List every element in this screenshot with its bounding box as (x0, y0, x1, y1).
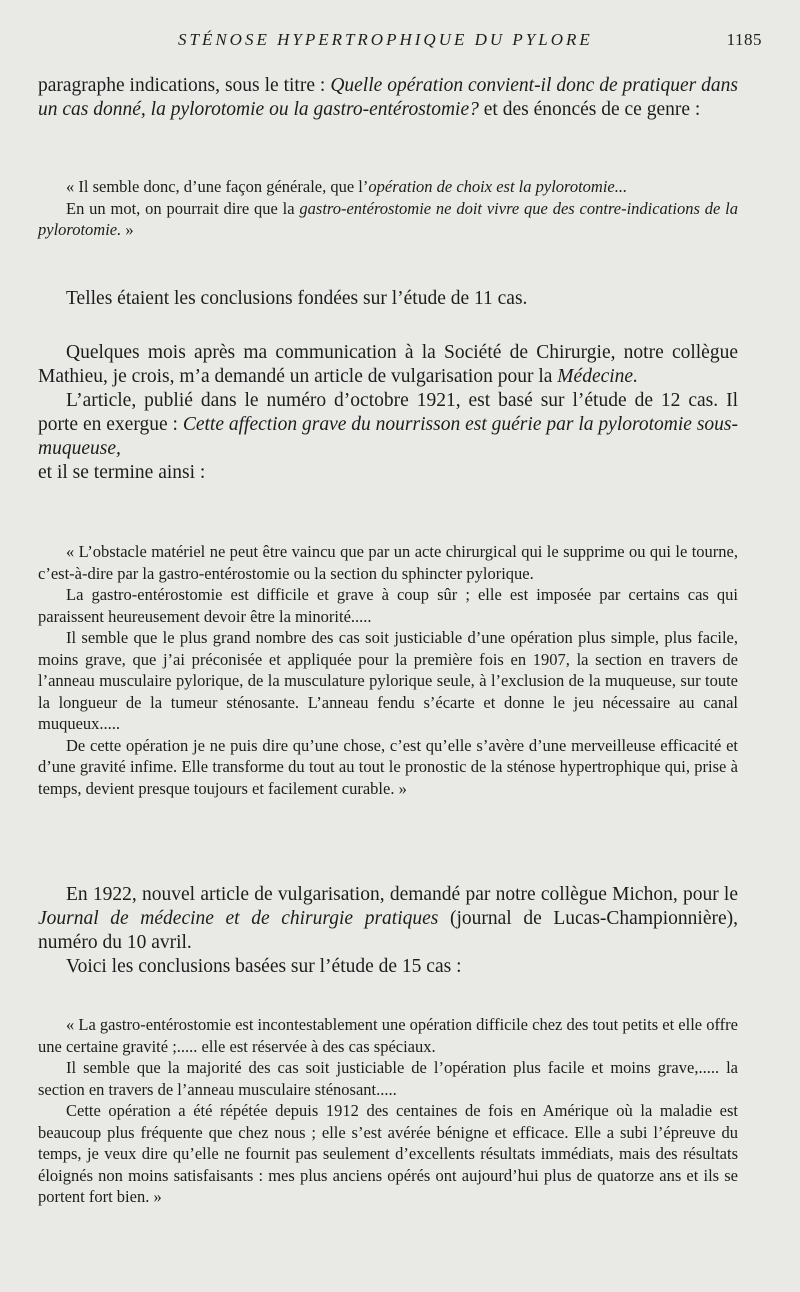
termine-ainsi: et il se termine ainsi : (38, 462, 206, 483)
quote-1-close: » (121, 220, 134, 239)
quote-2-para-3: Il semble que le plus grand nombre des cas soit justiciable d’une opération plus simple, plus facile, moins grave, que j’ai préconisée et appliquée pour la première fois en 1907, la section en travers de l’anneau musculaire pylorique, de la musculature pylorique seule, à l’exclusion de la muqueuse, sur toute la longueur de la tumeur sténosante. L’anneau fendu s’écarte et donne le jeu nécessaire au canal muqueux..... (38, 628, 738, 733)
michon-text: En 1922, nouvel article de vulgarisation, demandé par notre collègue Michon, pour le (66, 884, 738, 905)
mathieu-paragraph (38, 341, 738, 485)
mathieu-text: Quelques mois après ma communication à la Société de Chirurgie, notre collègue Mathieu, je crois, m’a demandé un article de vulgarisation pour la (38, 342, 738, 387)
article-1921-text: L’article, publié dans le numéro d’octobre 1921, est basé sur l’étude de 12 cas. Il porte en exergue : (38, 390, 738, 435)
quote-1 (38, 176, 738, 241)
quote-1-emphasis-2: gastro-entérostomie ne doit vivre que des contre-indications de la pylorotomie. (38, 198, 738, 239)
quote-3 (38, 1014, 738, 1208)
page-header (38, 30, 762, 52)
conclusion-paragraph (38, 287, 738, 311)
quote-2-para-4: De cette opération je ne puis dire qu’une chose, c’est qu’elle s’avère d’une merveilleuse efficacité et d’une gravité infime. Elle transforme du tout au tout le pronostic de la sténose hypertrophique qui, prise à temps, devient presque toujours et facilement curable. » (38, 735, 738, 798)
exergue-text: Cette affection grave du nourrisson est guérie par la pylorotomie sous-muqueuse, (38, 414, 738, 459)
quote-2-para-1: « L’obstacle matériel ne peut être vaincu que par un acte chirurgical qui le supprime ou qui le tourne, c’est-à-dire par la gastro-entérostomie ou la section du sphincter pylorique. (38, 542, 738, 583)
quote-1-emphasis-1: opération de choix est la pylorotomie... (368, 177, 628, 196)
quote-1-line-2: En un mot, on pourrait dire que la (66, 198, 300, 218)
quote-3-para-2: Il semble que la majorité des cas soit justiciable de l’opération plus facile et moins grave,..... la section en travers de l’anneau musculaire sténosant..... (38, 1058, 738, 1099)
conclusion-text: Telles étaient les conclusions fondées sur l’étude de 11 cas. (66, 288, 528, 309)
michon-paragraph (38, 883, 738, 979)
journal-title: Journal de médecine et de chirurgie pratiques (38, 908, 439, 929)
quote-2-para-2: La gastro-entérostomie est difficile et grave à coup sûr ; elle est imposée par certains cas qui paraissent heureusement devoir être la minorité..... (38, 585, 738, 626)
quote-3-para-1: « La gastro-entérostomie est incontestablement une opération difficile chez des tout petits et elle offre une certaine gravité ;..... elle est réservée à des cas spéciaux. (38, 1015, 738, 1056)
quote-1-line-1: « Il semble donc, d’une façon générale, que l’ (66, 177, 369, 196)
page-number: 1185 (726, 30, 762, 49)
quote-2 (38, 541, 738, 799)
conclusions-1922: Voici les conclusions basées sur l’étude de 15 cas : (66, 956, 462, 977)
intro-text: paragraphe indications, sous le titre : (38, 75, 331, 96)
intro-end: et des énoncés de ce genre : (478, 99, 701, 120)
running-title: STÉNOSE HYPERTROPHIQUE DU PYLORE (178, 30, 593, 49)
michon-end: (journal de Lucas-Championnière), numéro du 10 avril. (38, 908, 738, 953)
intro-question: Quelle opération convient-il donc de pratiquer dans un cas donné, la pylorotomie ou la gastro-entérostomie? (38, 75, 738, 120)
intro-paragraph (38, 74, 738, 122)
quote-3-para-3: Cette opération a été répétée depuis 1912 des centaines de fois en Amérique où la maladie est beaucoup plus fréquente que chez nous ; elle s’est avérée bénigne et efficace. Elle a subi l’épreuve du temps, je veux dire qu’elle ne fournit pas seulement d’excellents résultats immédiats, mais des résultats éloignés non moins satisfaisants : mes plus anciens opérés ont aujourd’hui plus de quatorze ans et ils se portent fort bien. » (38, 1101, 738, 1206)
journal-medecine: Médecine. (557, 366, 638, 387)
